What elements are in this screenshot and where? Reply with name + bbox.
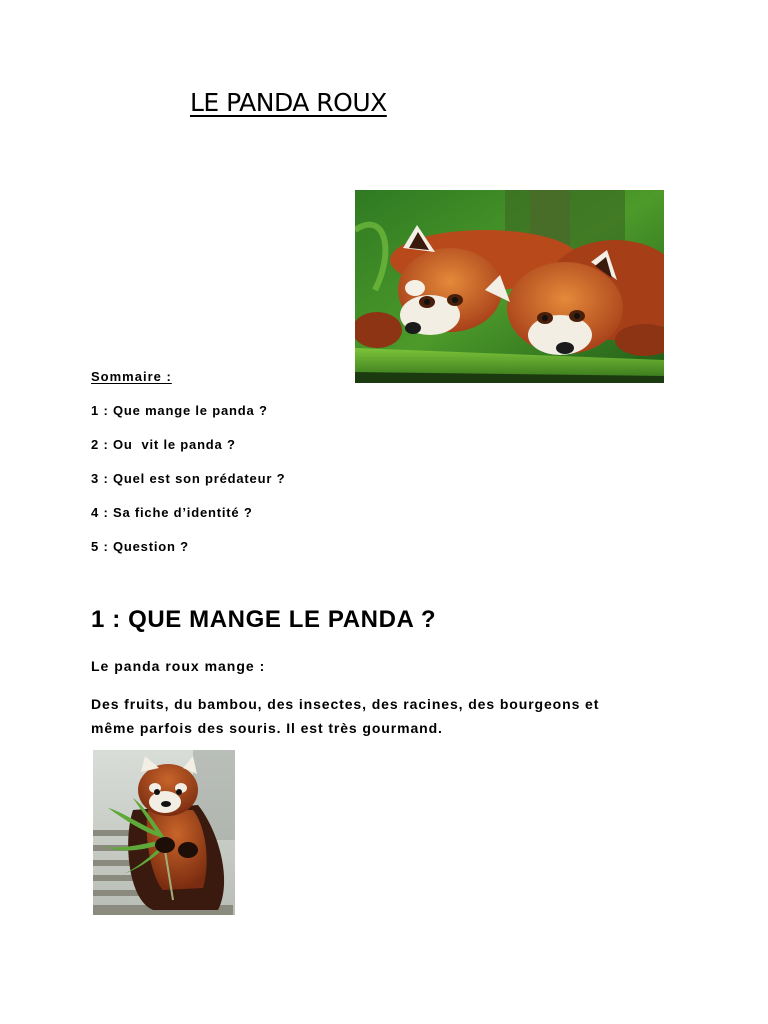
summary-title: Sommaire : xyxy=(91,369,172,384)
section-1-intro: Le panda roux mange : xyxy=(91,658,266,674)
summary-list xyxy=(91,403,285,573)
paragraph-line: même parfois des souris. Il est très gourmand. xyxy=(91,720,443,736)
summary-item: 5 : Question ? xyxy=(91,539,189,554)
section-1-heading: 1 : QUE MANGE LE PANDA ? xyxy=(91,606,437,633)
summary-item: 2 : Ou vit le panda ? xyxy=(91,437,236,452)
summary-item: 1 : Que mange le panda ? xyxy=(91,403,268,418)
paragraph-line: Des fruits, du bambou, des insectes, des racines, des bourgeons et xyxy=(91,696,600,712)
summary-item: 3 : Quel est son prédateur ? xyxy=(91,471,286,486)
summary-item: 4 : Sa fiche d’identité ? xyxy=(91,505,253,520)
two-red-pandas-photo xyxy=(355,190,664,383)
document-title: LE PANDA ROUX xyxy=(190,88,387,117)
section-1-paragraph xyxy=(91,692,691,740)
red-panda-bamboo-photo xyxy=(93,750,235,915)
